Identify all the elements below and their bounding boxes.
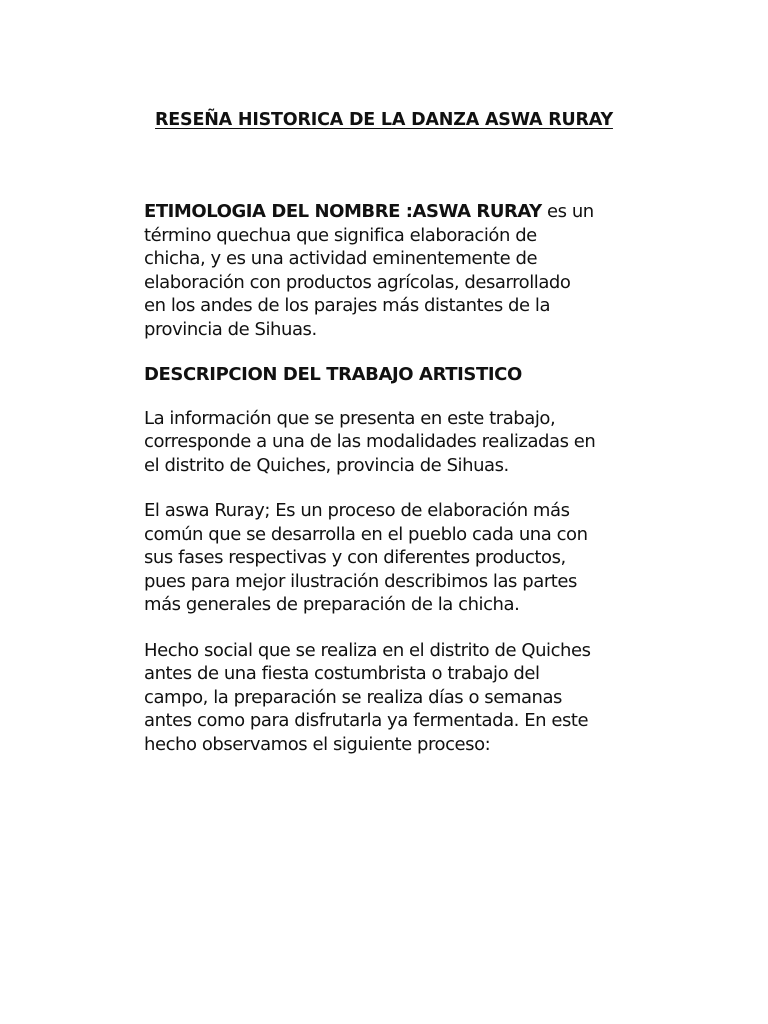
paragraph-line: común que se desarrolla en el pueblo cada una con: [144, 523, 588, 545]
process-paragraph: [144, 499, 624, 617]
paragraph-line: pues para mejor ilustración describimos las partes: [144, 570, 577, 592]
paragraph-line: antes como para disfrutarla ya fermentada. En este: [144, 710, 589, 731]
paragraph-line: corresponde a una de las modalidades realizadas en: [144, 431, 596, 452]
paragraph-line: el distrito de Quiches, provincia de Sihuas.: [144, 454, 509, 476]
paragraph-line: provincia de Sihuas.: [144, 318, 317, 340]
document-body: [144, 200, 624, 778]
document-title: RESEÑA HISTORICA DE LA DANZA ASWA RURAY: [155, 110, 613, 130]
paragraph-line: El aswa Ruray; Es un proceso de elaboración más: [144, 500, 570, 521]
social-event-paragraph: [144, 639, 624, 757]
paragraph-line: Hecho social que se realiza en el distrito de Quiches: [144, 639, 591, 661]
paragraph-line: antes de una fiesta costumbrista o trabajo del: [144, 663, 540, 684]
paragraph-line: elaboración con productos agrícolas, desarrollado: [144, 271, 571, 293]
etymology-label: ETIMOLOGIA DEL NOMBRE :ASWA RURAY: [144, 201, 542, 222]
paragraph-line: en los andes de los parajes más distantes de la: [144, 295, 551, 316]
etymology-text: es un: [541, 201, 594, 222]
paragraph-line: campo, la preparación se realiza días o semanas: [144, 686, 562, 708]
info-paragraph: [144, 407, 624, 478]
paragraph-line: más generales de preparación de la chicha.: [144, 594, 520, 615]
paragraph-line: término quechua que significa elaboración de: [144, 224, 537, 246]
paragraph-line: hecho observamos el siguiente proceso:: [144, 733, 491, 755]
paragraph-line: sus fases respectivas y con diferentes productos,: [144, 547, 566, 568]
paragraph-line: La información que se presenta en este trabajo,: [144, 407, 556, 429]
etymology-paragraph: [144, 200, 624, 341]
paragraph-line: [144, 200, 624, 224]
section-heading: DESCRIPCION DEL TRABAJO ARTISTICO: [144, 364, 522, 385]
paragraph-line: chicha, y es una actividad eminentemente de: [144, 248, 538, 269]
